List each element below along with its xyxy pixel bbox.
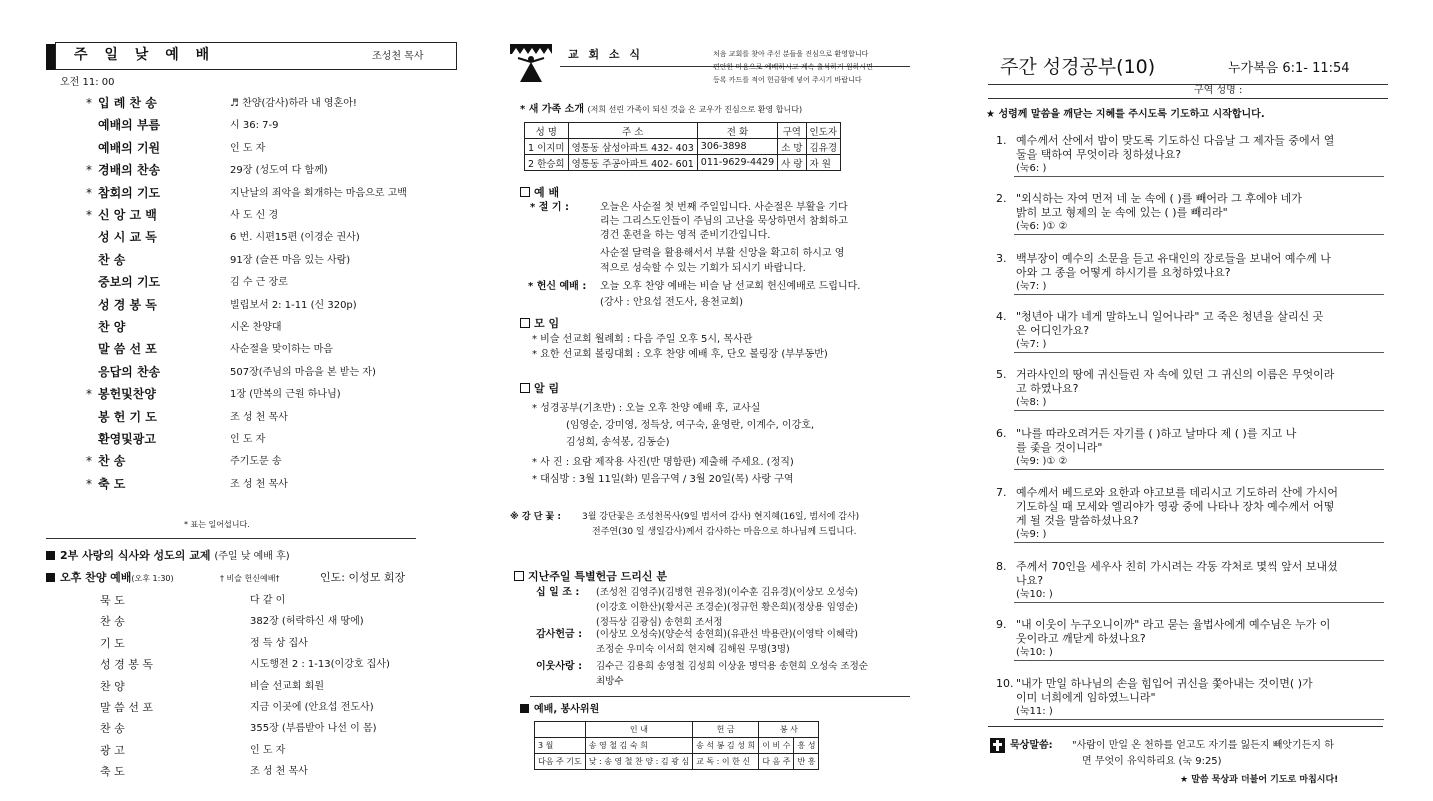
notice-line-5: * 대심방 : 3월 11일(화) 믿음구역 / 3월 20일(목) 사랑 구역	[532, 474, 794, 485]
table-header-cell: 인 내	[585, 722, 692, 738]
question-number: 9.	[996, 618, 1007, 631]
square-bullet-icon	[46, 573, 55, 582]
question-text: 예수께서 베드로와 요한과 야고보를 데리시고 기도하러 산에 가시어	[1016, 486, 1339, 499]
order-label: 말 씀 선 포	[98, 342, 157, 357]
afternoon-value: 다 같 이	[250, 595, 286, 606]
table-cell: 3 월	[535, 738, 586, 754]
answer-reference: (눅6: )	[1016, 163, 1047, 174]
order-value: 29장 (성도여 다 함께)	[230, 165, 328, 177]
order-value: 91장 (슬픈 마음 있는 사람)	[230, 254, 351, 266]
bible-study-column	[948, 0, 1433, 801]
season-line-4: 사순절 달력을 활용해서서 부활 신앙을 확고히 하시고 영	[600, 248, 845, 259]
table-header-cell: 헌 금	[693, 722, 759, 738]
season-line-2: 리는 그리스도인들이 주님의 고난을 묵상하면서 참회하고	[600, 216, 848, 227]
order-value: 시 36: 7-9	[230, 120, 279, 132]
pastor-name: 조성천 목사	[372, 51, 424, 62]
question-text: "청년아 내가 네게 말하노니 일어나라" 고 죽은 청년을 살리신 곳	[1016, 310, 1324, 323]
order-value: ♬ 찬양(감사)하라 내 영혼아!	[230, 98, 357, 109]
question-text: 고 하였나요?	[1016, 382, 1079, 395]
answer-reference: (눅7: )	[1016, 281, 1047, 292]
flower-line-2: 전주연(30 일 생일감사)께서 감사하는 마음으로 하나님께 드립니다.	[592, 527, 857, 537]
required-stand-marker: *	[86, 185, 92, 200]
order-value: 조 성 천 목사	[230, 411, 288, 423]
page-title: 주 일 낮 예 배	[74, 47, 216, 63]
table-cell: 반 흥	[794, 754, 819, 770]
worship-order-column	[0, 0, 470, 801]
meditation-label: 묵상말씀:	[1010, 740, 1053, 751]
table-cell: 다음 주 기도	[535, 754, 586, 770]
table-cell: 이 비 수	[759, 738, 794, 754]
table-header-cell: 전 화	[697, 123, 777, 139]
table-cell: 1 이지미	[525, 139, 569, 155]
newfam-heading: * 새 가족 소개 (저희 선린 가족이 되신 것을 온 교우가 진심으로 환영 합니다)	[520, 104, 803, 115]
service-time: 오전 11: 00	[60, 77, 115, 88]
required-stand-marker: *	[86, 96, 92, 110]
square-outline-icon	[520, 187, 530, 197]
answer-reference: (눅8: )	[1016, 397, 1047, 408]
table-header-cell: 성 명	[525, 123, 569, 139]
order-value: 사 도 신 경	[230, 210, 279, 221]
answer-line	[1014, 469, 1384, 470]
question-number: 5.	[996, 368, 1007, 381]
offering-names: 조정순 우미숙 이서희 현지혜 김해원 무명(3명)	[596, 644, 790, 655]
question-text: 기도하실 때 모세와 엘리야가 영광 중에 나타나 장차 예수께서 어떻	[1016, 500, 1335, 513]
question-text: 거라사인의 땅에 귀신들린 자 속에 있던 그 귀신의 이름은 무엇이라	[1016, 368, 1335, 381]
service-table	[534, 721, 819, 770]
afternoon-label: 찬 송	[100, 722, 125, 736]
offering-label: 감사헌금 :	[536, 629, 583, 640]
news-title: 교 회 소 식	[568, 48, 643, 61]
required-stand-marker: *	[86, 387, 92, 402]
order-label: 참회의 기도	[98, 185, 161, 200]
question-number: 7.	[996, 486, 1007, 499]
answer-reference: (눅11: )	[1016, 706, 1053, 717]
afternoon-label: 묵 도	[100, 594, 125, 607]
offering-heading: 지난주일 특별헌금 드리신 분	[514, 570, 667, 584]
offering-names: (정득상 김광심) 송현희 조서정	[596, 617, 723, 628]
welcome-line-3: 등록 카드를 적어 헌금함에 넣어 주시기 바랍니다	[713, 76, 862, 84]
notice-line-2: (임영순, 강미영, 정득상, 여구숙, 윤영란, 이계수, 이강호,	[566, 420, 815, 431]
answer-line	[1014, 234, 1384, 235]
answer-line	[1014, 410, 1384, 411]
answer-reference: (눅7: )	[1016, 339, 1047, 350]
offering-names: (이상모 오성숙)(양순석 송현희)(유관선 박용란)(이영탁 이혜락)	[596, 629, 858, 640]
order-label: 봉 헌 기 도	[98, 409, 157, 424]
table-cell: 소 망	[778, 139, 806, 155]
service-heading: 예배, 봉사위원	[520, 703, 599, 717]
study-reference: 누가복음 6:1- 11:54	[1228, 61, 1350, 76]
offering-names: (조성천 김영주)(김병현 권유정)(이수훈 김유경)(이상모 오성숙)	[596, 587, 858, 598]
offering-names: (이강호 이한산)(황서곤 조경순)(정규헌 황은희)(정상용 임영순)	[596, 602, 858, 613]
afternoon-note: † 비슬 헌신예배†	[220, 574, 280, 583]
question-text: 를 좇을 것이니라"	[1016, 441, 1103, 454]
order-label: 축 도	[98, 476, 126, 491]
order-value: 6 번. 시편15편 (이경순 권사)	[230, 232, 360, 244]
group-name-field: 구역 성명 :	[1194, 85, 1243, 96]
welcome-line-1: 처음 교회를 찾아 주신 분들을 진심으로 환영합니다	[713, 50, 869, 58]
afternoon-leader: 인도: 이성모 회장	[320, 571, 406, 584]
question-text: 아와 그 종을 어떻게 하시기를 요청하였나요?	[1016, 266, 1231, 279]
answer-line	[1014, 294, 1384, 295]
table-cell: 흥 성	[794, 738, 819, 754]
square-bullet-icon	[46, 551, 55, 560]
question-text: 이미 너희에게 임하였느니라"	[1016, 691, 1156, 704]
notice-heading: 알 림	[520, 382, 559, 396]
required-stand-marker: *	[86, 208, 92, 222]
order-label: 환영및광고	[98, 432, 156, 446]
order-value: 지난날의 죄악을 회개하는 마음으로 고백	[230, 187, 407, 199]
table-header-cell	[535, 722, 586, 738]
table-cell: 306-3898	[697, 139, 777, 155]
church-news-column	[470, 0, 948, 801]
season-line-3: 경건 훈련을 하는 영적 준비기간입니다.	[600, 230, 771, 241]
closing-text: ★ 말씀 묵상과 더불어 기도로 마칩시다!	[1180, 775, 1339, 785]
footnote: * 표는 일어섭니다.	[184, 520, 250, 529]
afternoon-label: 찬 송	[100, 615, 125, 629]
table-header-row	[525, 123, 841, 139]
question-number: 2.	[996, 192, 1007, 205]
table-cell: 자 원	[806, 155, 841, 171]
question-text: 둘을 택하여 무엇이라 칭하셨나요?	[1016, 148, 1182, 161]
offering-names: 최방수	[596, 676, 624, 687]
square-bullet-icon	[520, 704, 529, 713]
order-label: 찬 송	[98, 454, 126, 469]
question-text: 웃이라고 깨닫게 하셨나요?	[1016, 632, 1146, 645]
order-value: 빌립보서 2: 1-11 (신 320p)	[230, 299, 357, 311]
season-line-5: 적으로 성숙할 수 있는 기회가 되시기 바랍니다.	[600, 263, 806, 274]
order-value: 주기도문 송	[230, 456, 282, 468]
question-number: 1.	[996, 134, 1007, 147]
table-cell: 송 석 봉 김 성 희	[693, 738, 759, 754]
meeting-line-1: * 비슬 선교회 월례회 : 다음 주일 오후 5시, 목사관	[532, 334, 753, 345]
order-value: 인 도 자	[230, 434, 266, 445]
flower-line-1: 3월 강단꽃은 조성천목사(9일 범서여 감사) 현지혜(16일, 범서에 감사)	[582, 512, 860, 522]
order-label: 응답의 찬송	[98, 364, 161, 379]
question-text: 백부장이 예수의 소문을 듣고 유대인의 장로들을 보내어 예수께 나	[1016, 252, 1331, 265]
table-cell: 2 한승희	[525, 155, 569, 171]
question-text: "내가 만일 하나님의 손을 힘입어 귀신을 쫓아내는 것이면( )가	[1016, 677, 1313, 690]
order-label: 찬 송	[98, 252, 126, 267]
afternoon-heading: 오후 찬양 예배(오후 1:30)	[46, 571, 174, 586]
afternoon-value: 시도행전 2 : 1-13(이강호 집사)	[250, 659, 390, 671]
afternoon-value: 지금 이곳에 (안요섭 전도사)	[250, 702, 374, 713]
worship-heading: 예 배	[520, 186, 559, 200]
question-text: "외식하는 자여 먼저 네 눈 속에 ( )를 빼어라 그 후에야 네가	[1016, 192, 1302, 205]
offering-label: 십 일 조 :	[536, 587, 580, 598]
question-number: 3.	[996, 252, 1007, 265]
order-value: 조 성 천 목사	[230, 478, 288, 490]
question-text: 밝히 보고 형제의 눈 속에 있는 ( )를 빼리라"	[1016, 206, 1228, 219]
afternoon-value: 355장 (부름받아 나선 이 몸)	[250, 723, 377, 735]
order-value: 시온 찬양대	[230, 322, 282, 333]
table-cell: 011-9629-4429	[697, 155, 777, 171]
answer-reference: (눅9: )	[1016, 529, 1047, 540]
offering-label: 이웃사랑 :	[536, 661, 583, 672]
divider	[988, 726, 1383, 727]
question-text: 주께서 70인을 세우사 친히 가시려는 각동 각처로 몇씩 앞서 보내셨	[1016, 560, 1338, 573]
afternoon-label: 기 도	[100, 636, 125, 650]
table-row	[535, 738, 819, 754]
question-text: 은 어디인가요?	[1016, 324, 1090, 337]
study-title: 주간 성경공부(10)	[1000, 56, 1156, 78]
order-label: 봉헌및찬양	[98, 387, 156, 402]
square-outline-icon	[520, 383, 530, 393]
question-text: "나를 따라오려거든 자기를 ( )하고 날마다 제 ( )를 지고 나	[1016, 427, 1297, 440]
bible-icon	[990, 738, 1005, 753]
notice-line-4: * 사 진 : 요람 제작용 사진(반 명함판) 제출해 주세요. (정직)	[532, 457, 794, 468]
part2-heading: 2부 사랑의 식사와 성도의 교제 (주일 낮 예배 후)	[46, 549, 290, 564]
offering-names: 김수근 김용희 송영철 김성희 이상윤 명덕용 송현희 오성숙 조정순	[596, 661, 868, 672]
answer-reference: (눅10: )	[1016, 647, 1053, 658]
question-number: 8.	[996, 560, 1007, 573]
required-stand-marker: *	[86, 476, 92, 491]
table-row	[535, 754, 819, 770]
question-number: 4.	[996, 310, 1007, 323]
table-header-row	[535, 722, 819, 738]
title-underline	[988, 84, 1388, 85]
table-cell: 교 독 : 이 한 신	[693, 754, 759, 770]
table-header-cell: 주 소	[568, 123, 697, 139]
table-header-cell: 구역	[778, 123, 806, 139]
afternoon-label: 성 경 봉 독	[100, 658, 153, 672]
answer-reference: (눅6: )① ②	[1016, 221, 1068, 232]
order-value: 507장(주님의 마음을 본 받는 자)	[230, 366, 376, 378]
order-label: 입 례 찬 송	[98, 96, 157, 110]
table-cell: 낮 : 송 영 철 찬 양 : 김 광 심	[585, 754, 692, 770]
table-header-cell: 봉 사	[759, 722, 819, 738]
afternoon-label: 찬 양	[100, 679, 125, 693]
question-text: 예수께서 산에서 밤이 맞도록 기도하신 다음날 그 제자들 중에서 열	[1016, 134, 1335, 147]
question-number: 6.	[996, 427, 1007, 440]
divider	[988, 98, 1388, 99]
afternoon-value: 인 도 자	[250, 744, 286, 756]
square-outline-icon	[520, 318, 530, 328]
afternoon-label: 축 도	[100, 765, 125, 779]
question-text: 게 될 것을 말씀하셨나요?	[1016, 514, 1139, 527]
order-value: 김 수 근 장로	[230, 277, 288, 289]
season-label: * 절 기 :	[530, 202, 569, 213]
meeting-line-2: * 요한 선교회 볼링대회 : 오후 찬양 예배 후, 단오 볼링장 (부부동반)	[532, 349, 828, 360]
question-number: 10.	[996, 677, 1014, 690]
table-cell: 사 랑	[778, 155, 806, 171]
order-label: 찬 양	[98, 320, 126, 334]
divider	[530, 696, 910, 697]
title-bar-marker	[46, 44, 55, 70]
table-row	[525, 155, 841, 171]
divider	[46, 538, 416, 539]
order-label: 예배의 부름	[98, 118, 161, 133]
table-row	[525, 139, 841, 155]
answer-reference: (눅9: )① ②	[1016, 456, 1068, 467]
afternoon-value: 382장 (허락하신 새 땅에)	[250, 616, 364, 628]
season-line-1: 오늘은 사순절 첫 번째 주일입니다. 사순절은 부활을 기다	[600, 202, 848, 213]
table-cell: 다 음 주	[759, 754, 794, 770]
answer-line	[1014, 352, 1384, 353]
order-value: 사순절을 맞이하는 마음	[230, 344, 333, 356]
table-cell: 송 영 철 김 숙 희	[585, 738, 692, 754]
order-value: 인 도 자	[230, 142, 266, 154]
square-outline-icon	[514, 571, 524, 581]
order-label: 성 경 봉 독	[98, 297, 157, 312]
required-stand-marker: *	[86, 454, 92, 469]
answer-line	[1014, 542, 1384, 543]
question-text: "내 이웃이 누구오니이까" 라고 묻는 율법사에게 예수님은 누가 이	[1016, 618, 1331, 631]
dedication-line-1: 오늘 오후 찬양 예배는 비슬 남 선교회 헌신예배로 드립니다.	[600, 281, 861, 292]
table-cell: 영통동 삼성아파트 432- 403	[568, 139, 697, 155]
afternoon-value: 정 득 상 집사	[250, 637, 308, 649]
intro-text: ★ 성령께 말씀을 깨닫는 지혜를 주시도록 기도하고 시작합니다.	[986, 109, 1265, 120]
flower-label: ※ 강 단 꽃 :	[510, 512, 561, 522]
table-header-cell: 인도자	[806, 123, 841, 139]
answer-line	[1014, 719, 1384, 720]
afternoon-label: 말 씀 선 포	[100, 701, 153, 714]
new-family-table	[524, 122, 841, 171]
church-logo-icon	[510, 44, 552, 84]
required-stand-marker: *	[86, 163, 92, 178]
order-label: 중보의 기도	[98, 275, 161, 290]
afternoon-label: 광 고	[100, 743, 125, 757]
notice-line-1: * 성경공부(기초반) : 오늘 오후 찬양 예배 후, 교사실	[532, 403, 761, 414]
order-label: 경배의 찬송	[98, 163, 161, 178]
meditation-line-1: "사람이 만일 온 천하를 얻고도 자기를 잃든지 빼앗기든지 하	[1072, 740, 1334, 751]
order-label: 성 시 교 독	[98, 230, 157, 245]
dedication-line-2: (강사 : 안요섭 전도사, 용천교회)	[600, 297, 743, 308]
order-label: 신 앙 고 백	[98, 208, 157, 222]
table-cell: 영통동 주공아파트 402- 601	[568, 155, 697, 171]
order-label: 예배의 기원	[98, 140, 161, 155]
answer-line	[1014, 176, 1384, 177]
answer-line	[1014, 660, 1384, 661]
answer-reference: (눅10: )	[1016, 589, 1053, 600]
meditation-line-2: 면 무엇이 유익하리요 (눅 9:25)	[1082, 756, 1222, 767]
question-text: 나요?	[1016, 574, 1044, 587]
answer-line	[1014, 602, 1384, 603]
afternoon-value: 비슬 선교회 회원	[250, 680, 324, 692]
afternoon-value: 조 성 천 목사	[250, 766, 308, 778]
table-cell: 김유경	[806, 139, 841, 155]
order-value: 1장 (만복의 근원 하나님)	[230, 389, 341, 401]
welcome-line-2: 편안한 마음으로 예배하시고 계속 출석하기 원하시면	[713, 63, 873, 71]
notice-line-3: 김성희, 송석봉, 김동순)	[566, 437, 670, 448]
dedication-label: * 헌신 예배 :	[528, 281, 587, 292]
meeting-heading: 모 임	[520, 317, 559, 331]
